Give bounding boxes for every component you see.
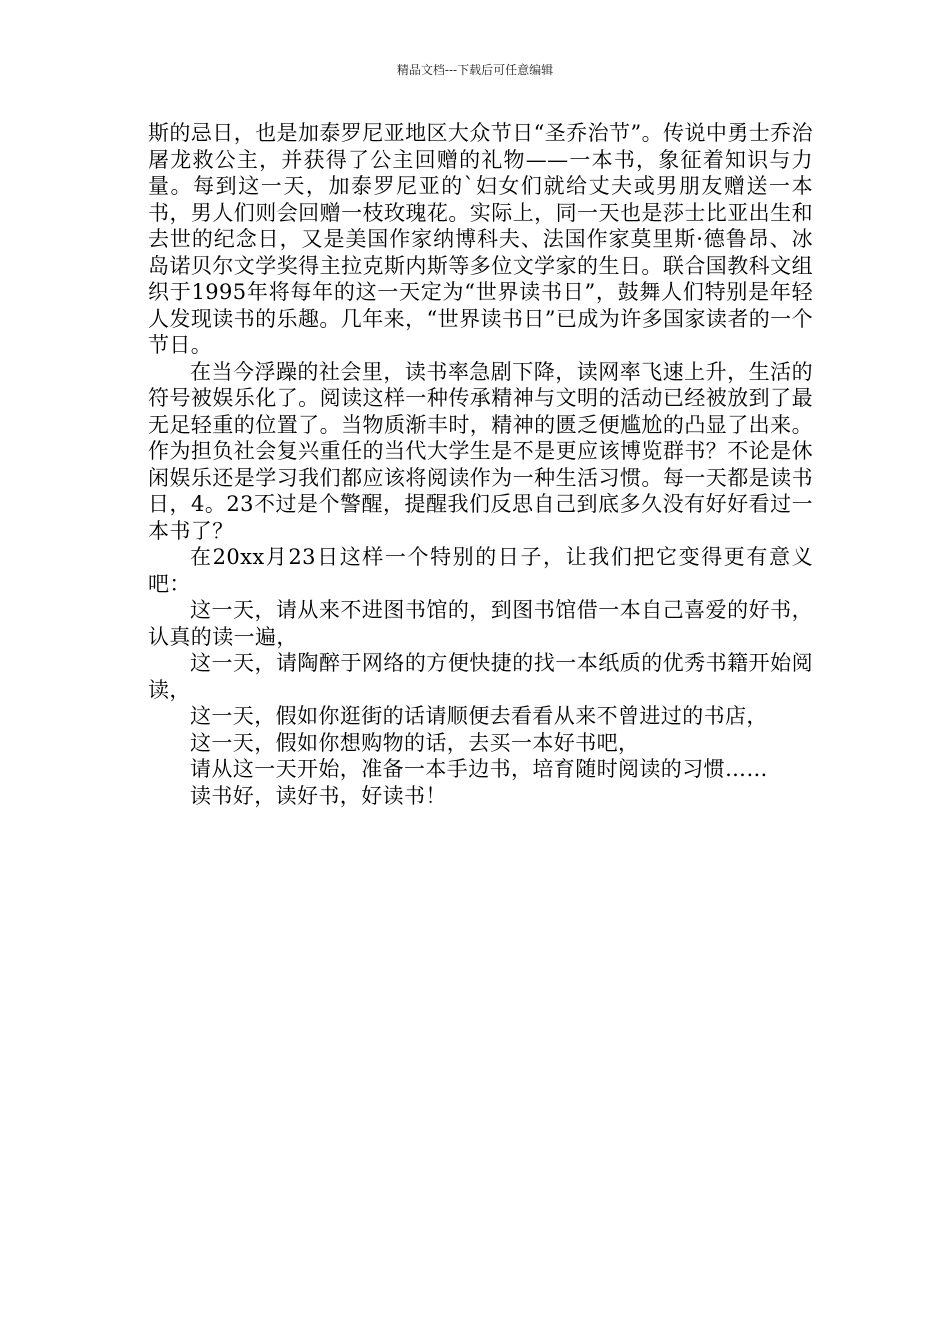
paragraph-special-day: 在20xx月23日这样一个特别的日子，让我们把它变得更有意义吧： (148, 545, 813, 596)
paragraph-bookstore: 这一天，假如你逛街的话请顺便去看看从来不曾进过的书店， (190, 704, 768, 728)
paragraph-reading-decline: 在当今浮躁的社会里，读书率急剧下降，读网率飞速上升，生活的符号被娱乐化了。阅读这样一种传承精神与文明的活动已经被放到了最无足轻重的位置了。当物质渐丰时，精神的匮乏便尴尬的凸显了出来。作为担负社会复兴重任的当代大学生是不是更应该博览群书？不论是休闲娱乐还是学习我们都应该将阅读作为一种生活习惯。每一天都是读书日，4。23不过是个警醒，提醒我们反思自己到底多久没有好好看过一本书了？ (148, 359, 813, 543)
page-header: 精品文档---下载后可任意编辑 (396, 63, 554, 77)
paragraph-reading-habit: 请从这一天开始，准备一本手边书，培育随时阅读的习惯…… (190, 757, 768, 781)
paragraph-world-book-day-origin: 斯的忌日，也是加泰罗尼亚地区大众节日“圣乔治节”。传说中勇士乔治屠龙救公主，并获得了公主回赠的礼物——一本书，象征着知识与力量。每到这一天，加泰罗尼亚的`妇女们就给丈夫或男朋友赠送一本书，男人们则会回赠一枝玫瑰花。实际上，同一天也是莎士比亚出生和去世的纪念日，又是美国作家纳博科夫、法国作家莫里斯·德鲁昂、冰岛诺贝尔文学奖得主拉克斯内斯等多位文学家的生日。联合国教科文组织于1995年将每年的这一天定为“世界读书日”，鼓舞人们特别是年轻人发现读书的乐趣。几年来，“世界读书日”已成为许多国家读者的一个节日。 (148, 121, 813, 357)
paragraph-library: 这一天，请从来不进图书馆的，到图书馆借一本自己喜爱的好书，认真的读一遍， (148, 598, 813, 649)
paragraph-buy-book: 这一天，假如你想购物的话，去买一本好书吧， (190, 730, 640, 755)
paragraph-paper-book: 这一天，请陶醉于网络的方便快捷的找一本纸质的优秀书籍开始阅读， (148, 651, 813, 702)
paragraph-closing-slogan: 读书好，读好书，好读书！ (190, 783, 447, 808)
document-body (148, 120, 813, 809)
